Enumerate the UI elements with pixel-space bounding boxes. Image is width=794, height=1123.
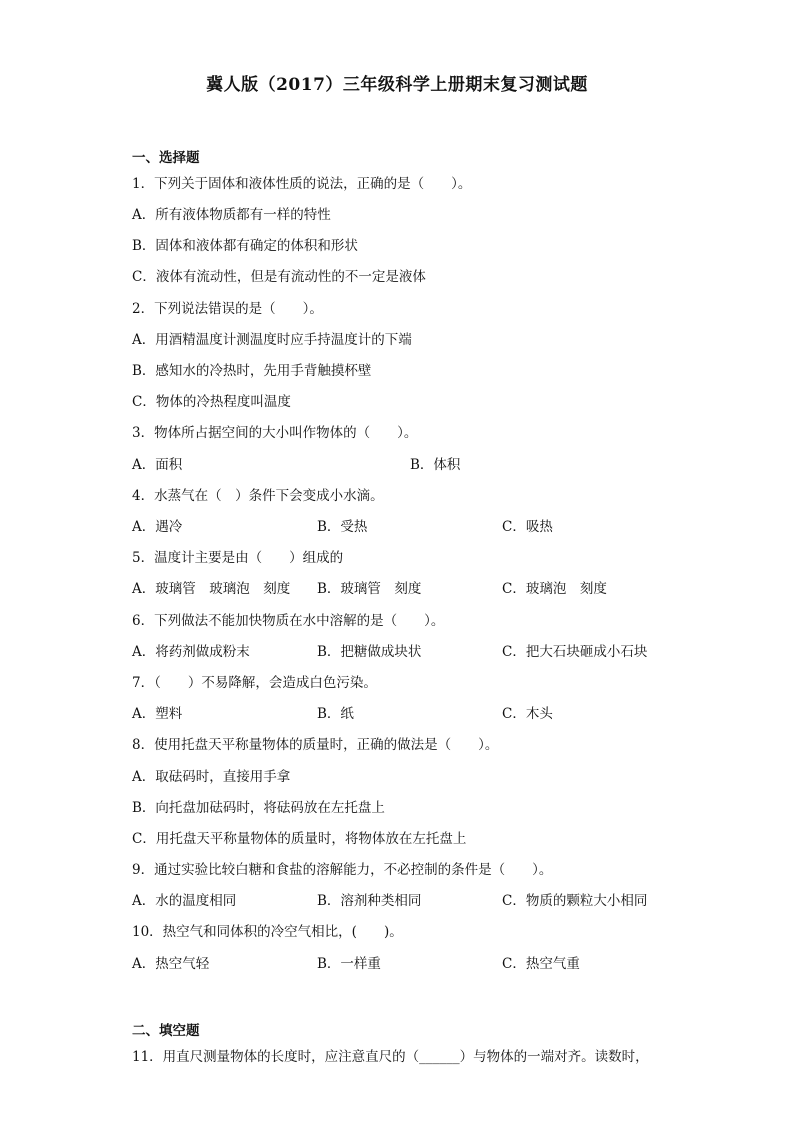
question-5: 5．温度计主要是由（ ）组成的 [132,550,344,566]
question-4-option-a: A．遇冷 [132,519,183,535]
question-1-option-a: A．所有液体物质都有一样的特性 [132,207,331,223]
question-9-option-c: C．物质的颗粒大小相同 [502,893,648,909]
question-2: 2．下列说法错误的是（ ）。 [132,301,323,317]
question-6-options [132,640,692,660]
question-5-option-c: C．玻璃泡 刻度 [502,581,607,597]
question-7: 7．（ ）不易降解，会造成白色污染。 [132,675,377,691]
question-5-option-b: B．玻璃管 刻度 [317,581,422,597]
question-9: 9．通过实验比较白糖和食盐的溶解能力，不必控制的条件是（ ）。 [132,862,553,878]
question-10-option-c: C．热空气重 [502,956,580,972]
question-9-option-b: B．溶剂种类相同 [317,893,422,909]
question-2-option-c: C．物体的冷热程度叫温度 [132,394,291,410]
question-4: 4．水蒸气在（ ）条件下会变成小水滴。 [132,488,384,504]
question-7-options [132,702,692,722]
question-9-option-a: A．水的温度相同 [132,893,237,909]
section-heading-fill: 二、填空题 [132,1023,200,1039]
question-10-options [132,952,692,972]
question-2-option-a: A．用酒精温度计测温度时应手持温度计的下端 [132,332,412,348]
question-1-option-b: B．固体和液体都有确定的体积和形状 [132,238,358,254]
section-heading-choice: 一、选择题 [132,150,200,166]
question-6: 6．下列做法不能加快物质在水中溶解的是（ ）。 [132,613,445,629]
question-1-option-c: C．液体有流动性，但是有流动性的不一定是液体 [132,269,426,285]
question-10-option-a: A．热空气轻 [132,956,210,972]
question-4-option-b: B．受热 [317,519,368,535]
question-2-option-b: B．感知水的冷热时，先用手背触摸杯壁 [132,363,372,379]
page-title: 冀人版（2017）三年级科学上册期末复习测试题 [206,75,588,95]
question-8-option-b: B．向托盘加砝码时，将砝码放在左托盘上 [132,800,385,816]
question-8-option-c: C．用托盘天平称量物体的质量时，将物体放在左托盘上 [132,831,467,847]
question-3-options [132,453,692,473]
question-6-option-c: C．把大石块砸成小石块 [502,644,648,660]
question-5-option-a: A．玻璃管 玻璃泡 刻度 [132,581,291,597]
question-5-options [132,577,692,597]
question-10-option-b: B．一样重 [317,956,381,972]
question-6-option-b: B．把糖做成块状 [317,644,422,660]
question-10: 10．热空气和同体积的冷空气相比，( )。 [132,924,403,940]
question-4-option-c: C．吸热 [502,519,553,535]
question-3: 3．物体所占据空间的大小叫作物体的（ ）。 [132,425,418,441]
question-8: 8．使用托盘天平称量物体的质量时，正确的做法是（ ）。 [132,737,499,753]
question-7-option-c: C．木头 [502,706,553,722]
question-7-option-b: B．纸 [317,706,354,722]
question-7-option-a: A．塑料 [132,706,183,722]
question-8-option-a: A．取砝码时，直接用手拿 [132,769,291,785]
question-6-option-a: A．将药剂做成粉末 [132,644,250,660]
question-11: 11．用直尺测量物体的长度时，应注意直尺的（______）与物体的一端对齐。读数时， [132,1049,649,1065]
question-1: 1．下列关于固体和液体性质的说法，正确的是（ ）。 [132,176,472,192]
question-3-option-b: B．体积 [410,457,461,473]
question-3-option-a: A．面积 [132,457,183,473]
question-9-options [132,889,692,909]
question-4-options [132,515,692,535]
